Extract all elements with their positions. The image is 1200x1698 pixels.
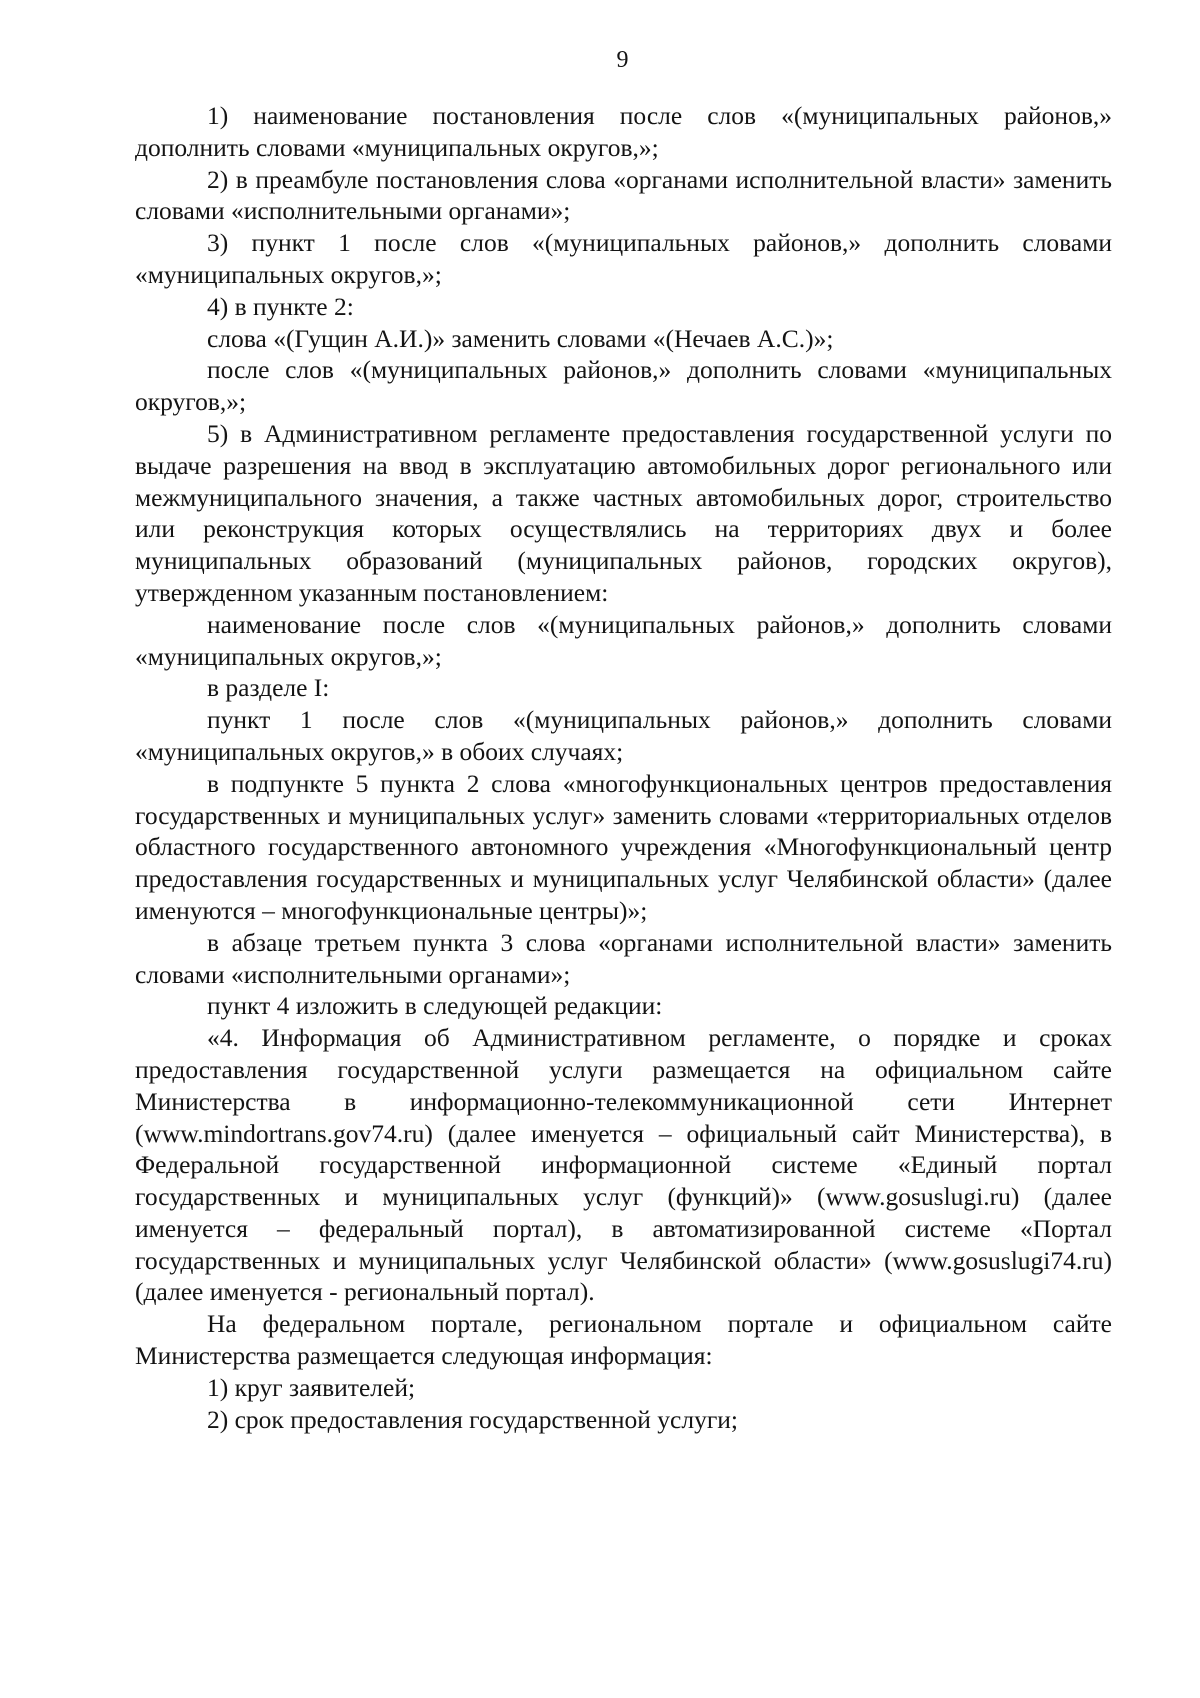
paragraph: 1) круг заявителей; (207, 1372, 416, 1402)
paragraph: пункт 1 после слов «(муниципальных районов,» дополнить словами «муниципальных округов,» в обоих случаях; (135, 705, 1112, 766)
paragraph: На федеральном портале, региональном портале и официальном сайте Министерства размещается следующая информация: (135, 1309, 1112, 1371)
paragraph: 3) пункт 1 после слов «(муниципальных районов,» дополнить словами «муниципальных округов,»; (135, 228, 1112, 289)
paragraph: наименование после слов «(муниципальных районов,» дополнить словами «муниципальных округов,»; (135, 609, 1112, 671)
paragraph: после слов «(муниципальных районов,» дополнить словами «муниципальных округов,»; (135, 355, 1112, 417)
page-number: 9 (616, 47, 629, 73)
paragraph: 4) в пункте 2: (207, 291, 354, 321)
paragraph: 5) в Административном регламенте предоставления государственной услуги по выдаче разрешения на ввод в эксплуатацию автомобильных дорог регионального или межмуниципального значения, а также частных автомобильных дорог, строительство или реконструкция которых осуществлялись на территориях двух и более муниципальных образований (муниципальных районов, городских округов), утвержденном указанным постановлением: (135, 418, 1112, 607)
paragraph: пункт 4 изложить в следующей редакции: (207, 991, 663, 1021)
document-body (135, 100, 1112, 1435)
paragraph: в абзаце третьем пункта 3 слова «органами исполнительной власти» заменить словами «исполнительными органами»; (135, 927, 1112, 989)
paragraph: в разделе I: (207, 673, 330, 703)
paragraph: слова «(Гущин А.И.)» заменить словами «(Нечаев А.С.)»; (207, 323, 834, 353)
paragraph: в подпункте 5 пункта 2 слова «многофункциональных центров предоставления государственных и муниципальных услуг» заменить словами «территориальных отделов областного государственного автономного учреждения «Многофункциональный центр предоставления государственных и муниципальных услуг Челябинской области» (далее именуются – многофункциональные центры)»; (135, 768, 1112, 925)
paragraph: 2) срок предоставления государственной услуги; (207, 1404, 739, 1434)
paragraph: 2) в преамбуле постановления слова «органами исполнительной власти» заменить словами «исполнительными органами»; (135, 164, 1112, 226)
paragraph: «4. Информация об Административном регламенте, о порядке и сроках предоставления государственной услуги размещается на официальном сайте Министерства в информационно-телекоммуникационной сети Интернет (www.mindortrans.gov74.ru) (далее именуется – официальный сайт Министерства), в Федеральной государственной информационной системе «Единый портал государственных и муниципальных услуг (функций)» (www.gosuslugi.ru) (далее именуется – федеральный портал), в автоматизированной системе «Портал государственных и муниципальных услуг Челябинской области» (www.gosuslugi74.ru) (далее именуется - региональный портал). (135, 1023, 1112, 1307)
paragraph: 1) наименование постановления после слов «(муниципальных районов,» дополнить словами «муниципальных округов,»; (135, 101, 1112, 162)
